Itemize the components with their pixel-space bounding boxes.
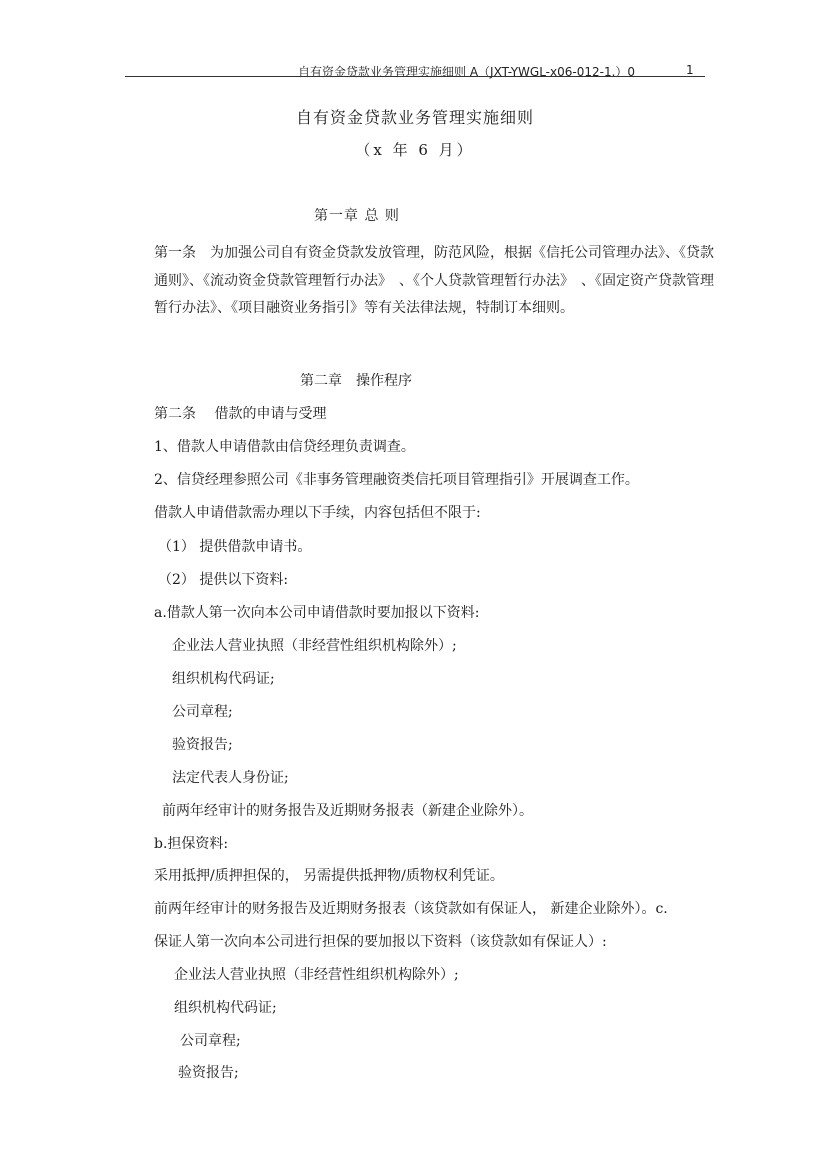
list-item: 企业法人营业执照（非经营性组织机构除外）;: [174, 967, 459, 983]
list-item: 借款人申请借款需办理以下手续，内容包括但不限于:: [154, 505, 481, 521]
chapter-1-heading: 第一章 总 则: [314, 208, 400, 224]
list-item: 2、信贷经理参照公司《非事务管理融资类信托项目管理指引》开展调查工作。: [154, 472, 639, 488]
article-1-paragraph: 第一条 为加强公司自有资金贷款发放管理，防范风险，根据《信托公司管理办法》、《贷款通则》、《流动资金贷款管理暂行办法》 、《个人贷款管理暂行办法》 、《固定资产贷款管理暂行办法》、《项目融资业务指引》等有关法律法规，特制订本细则。: [154, 245, 714, 316]
list-item: 保证人第一次向本公司进行担保的要加报以下资料（该贷款如有保证人）:: [154, 934, 607, 950]
document-date: （x 年 6 月）: [355, 141, 475, 159]
list-item: 企业法人营业执照（非经营性组织机构除外）;: [172, 638, 457, 654]
chapter-2-heading: 第二章 操作程序: [300, 373, 412, 389]
header-divider: [125, 76, 705, 77]
list-item: （2） 提供以下资料:: [158, 572, 289, 588]
list-item: 组织机构代码证;: [174, 1000, 277, 1016]
list-item: b.担保资料:: [154, 836, 229, 852]
document-title: 自有资金贷款业务管理实施细则: [295, 108, 534, 127]
list-item: a.借款人第一次向本公司申请借款时要加报以下资料:: [154, 605, 480, 621]
list-item: 法定代表人身份证;: [172, 770, 289, 786]
list-item: 公司章程;: [180, 1033, 241, 1049]
list-item: 1、借款人申请借款由信贷经理负责调查。: [154, 439, 415, 455]
list-item: （1） 提供借款申请书。: [158, 539, 312, 555]
list-item: 公司章程;: [172, 704, 233, 720]
list-item: 组织机构代码证;: [172, 671, 275, 687]
list-item: 验资报告;: [172, 737, 233, 753]
list-item: 前两年经审计的财务报告及近期财务报表（新建企业除外）。: [162, 803, 533, 819]
article-2-heading: 第二条 借款的申请与受理: [154, 406, 327, 422]
list-item: 前两年经审计的财务报告及近期财务报表（该贷款如有保证人， 新建企业除外）。c.: [154, 901, 668, 917]
page-number: 1: [686, 63, 694, 77]
list-item: 验资报告;: [178, 1065, 239, 1081]
running-header-title: 自有资金贷款业务管理实施细则 A（JXT-YWGL-x06-012-1.）0: [298, 65, 636, 79]
list-item: 采用抵押/质押担保的， 另需提供抵押物/质物权利凭证。: [154, 868, 504, 884]
